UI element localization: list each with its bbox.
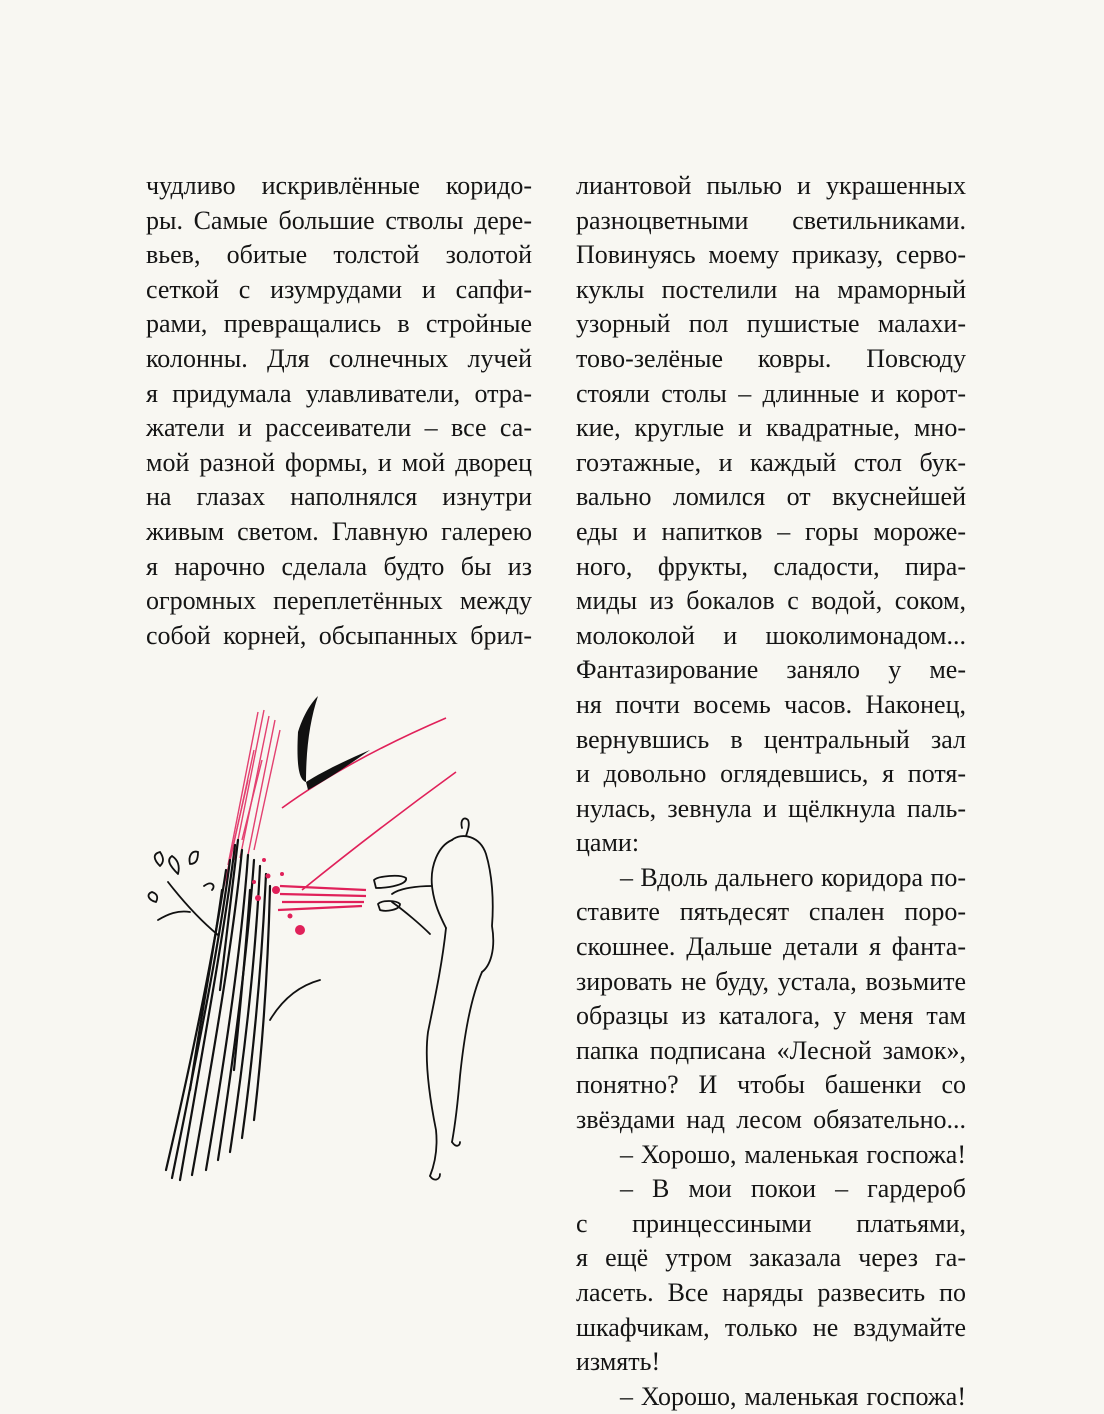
text-line: папка подписана «Лесной замок», [576, 1035, 966, 1065]
text-line: узорный пол пушистые малахи- [576, 309, 966, 339]
text-line: образцы из каталога, у меня там [576, 1001, 966, 1031]
black-brush-stroke [297, 696, 370, 790]
text-line: колонны. Для солнечных лучей [146, 343, 532, 373]
text-line: рами, превращались в стройные [146, 309, 532, 339]
text-line: и довольно оглядевшись, я потя- [576, 759, 966, 789]
text-line: Повинуясь моему приказу, серво- [576, 240, 966, 270]
text-line: ня почти восемь часов. Наконец, [576, 689, 966, 719]
text-line: скошнее. Дальше детали я фанта- [576, 932, 966, 962]
text-line: ры. Самые большие стволы дере- [146, 205, 532, 235]
figure-with-ray-gun [374, 818, 493, 1179]
text-line: живым светом. Главную галерею [146, 516, 532, 546]
text-line: измять! [576, 1347, 661, 1377]
text-line: огромных переплетённых между [146, 586, 532, 616]
text-line: миды из бокалов с водой, соком, [576, 586, 966, 616]
text-line: зировать не буду, устала, возьмите [576, 966, 966, 996]
right-text-column [576, 169, 966, 1414]
text-line: лиантовой пылью и украшенных [576, 171, 966, 200]
text-line: мой разной формы, и мой дворец [146, 447, 532, 477]
text-line: я придумала улавливатели, отра- [146, 378, 532, 408]
left-text-column [146, 169, 532, 653]
text-line: ласеть. Все наряды развесить по [576, 1278, 966, 1307]
text-line: разноцветными светильниками. [576, 205, 966, 235]
dialogue-line: – Вдоль дальнего коридора по- [620, 862, 966, 892]
text-line: тово-зелёные ковры. Повсюду [576, 343, 966, 373]
text-line: понятно? И чтобы башенки со [576, 1070, 966, 1100]
text-line: я нарочно сделала будто бы из [146, 551, 532, 581]
dialogue-line: – В мои покои – гардероб [620, 1174, 966, 1204]
ink-illustration [130, 690, 570, 1200]
text-line: чудливо искривлённые коридо- [146, 171, 532, 200]
pink-hatching [222, 710, 280, 895]
text-line: ного, фрукты, сладости, пира- [576, 551, 966, 581]
pink-beam [278, 886, 366, 910]
text-line: Фантазирование заняло у ме- [576, 655, 966, 685]
text-line: молоколой и шоколимонадом... [576, 620, 966, 650]
text-line: я ещё утром заказала через га- [576, 1243, 966, 1273]
text-line: нулась, зевнула и щёлкнула паль- [576, 793, 966, 823]
text-line: куклы постелили на мраморный [576, 274, 966, 304]
text-line: ставите пятьдесят спален поро- [576, 897, 966, 927]
text-line: собой корней, обсыпанных брил- [146, 620, 532, 650]
dialogue-line: – Хорошо, маленькая госпожа! [620, 1381, 966, 1411]
text-line: вьев, обитые толстой золотой [146, 240, 532, 270]
text-line: цами: [576, 828, 640, 858]
text-line: стояли столы – длинные и корот- [576, 378, 966, 408]
text-line: вернувшись в центральный зал [576, 724, 966, 754]
text-line: вально ломился от вкуснейшей [576, 482, 966, 512]
tree-trunk [166, 840, 270, 1180]
text-line: кие, круглые и квадратные, мно- [576, 413, 966, 443]
text-line: шкафчикам, только не вздумайте [576, 1312, 966, 1342]
text-line: сеткой с изумрудами и сапфи- [146, 274, 532, 304]
text-line: жатели и рассеиватели – все са- [146, 413, 532, 443]
text-line: звёздами над лесом обязательно... [576, 1105, 966, 1135]
text-line: еды и напитков – горы мороже- [576, 516, 966, 546]
text-line: гоэтажные, и каждый стол бук- [576, 447, 966, 477]
dialogue-line: – Хорошо, маленькая госпожа! [620, 1139, 966, 1169]
pink-beam-lines [282, 718, 456, 890]
text-line: на глазах наполнялся изнутри [146, 482, 532, 512]
text-line: с принцессиными платьями, [576, 1208, 966, 1238]
